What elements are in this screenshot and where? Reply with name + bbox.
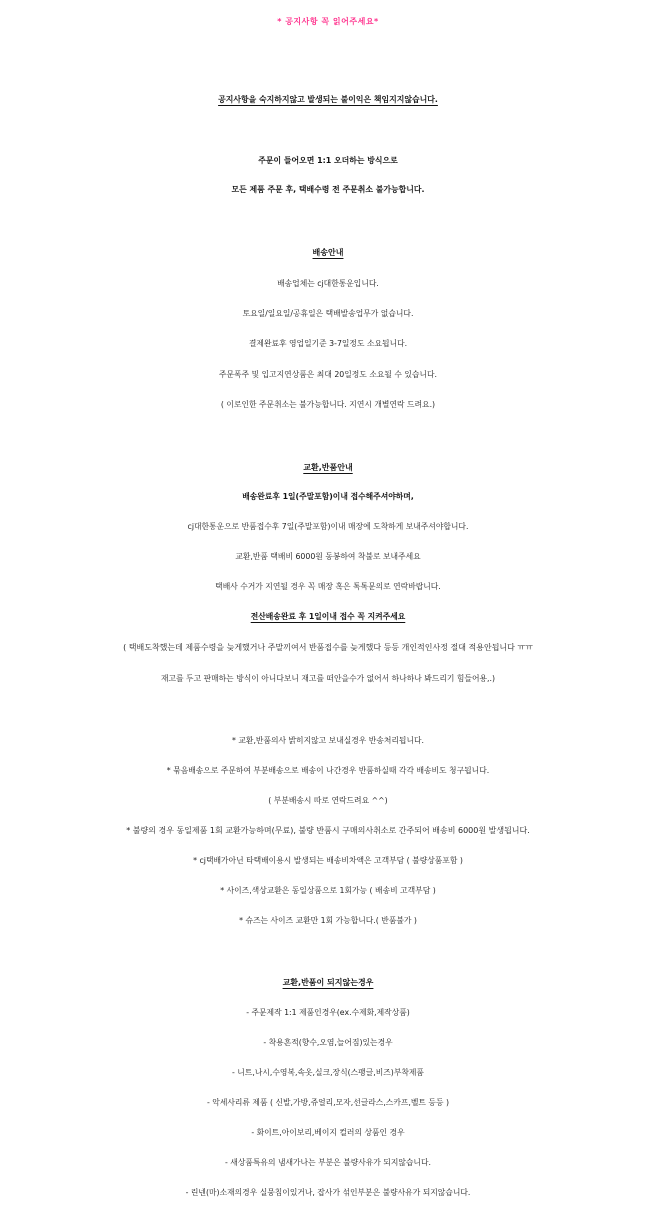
rule-item: * 사이즈,색상교환은 동일상품으로 1회가능 ( 배송비 고객부담 ) — [220, 886, 436, 895]
rule-item: * 슈즈는 사이즈 교환만 1회 가능합니다.( 반품불가 ) — [239, 916, 417, 925]
exchange-deadline: 배송완료후 1일(주말포함)이내 접수해주셔야하며, — [242, 492, 414, 501]
rule-item: * cj택배가아닌 타택배이용시 발생되는 배송비차액은 고객부담 ( 불량상품포함 ) — [193, 856, 463, 865]
exchange-emphasis: 전산배송완료 후 1일이내 접수 꼭 지켜주세요 — [250, 612, 406, 621]
shipping-line: ( 이로인한 주문취소는 불가능합니다. 지연시 개별연락 드려요.) — [220, 400, 436, 409]
exchange-heading: 교환,반품안내 — [303, 463, 353, 472]
no-return-item: - 새상품특유의 냄새가나는 부분은 불량사유가 되지않습니다. — [225, 1158, 431, 1167]
rule-item: * 불량의 경우 동일제품 1회 교환가능하며(무료), 불량 반품시 구매의사취소로 간주되어 배송비 6000원 발생됩니다. — [126, 826, 530, 835]
order-info-line-2: 모든 제품 주문 후, 택배수령 전 주문취소 불가능합니다. — [231, 185, 425, 194]
no-return-item: - 린넨(마)소재의경우 실뭉침이있거나, 잡사가 섞인부분은 불량사유가 되지않습니다. — [185, 1188, 471, 1197]
shipping-line: 주문폭주 및 입고지연상품은 최대 20일정도 소요될 수 있습니다. — [218, 370, 438, 379]
exchange-line: 교환,반품 택배비 6000원 동봉하여 착불로 보내주세요 — [235, 552, 421, 561]
shipping-line: 결제완료후 영업일기준 3-7일정도 소요됩니다. — [248, 339, 408, 348]
exchange-note: ( 택배도착했는데 제품수령을 늦게했거나 주말끼여서 반품접수를 늦게했다 등등 개인적인사정 절대 적용안됩니다 ㅠㅠ — [123, 643, 533, 652]
page-title: * 공지사항 꼭 읽어주세요* — [277, 17, 379, 26]
rule-item: * 교환,반품의사 밝히지않고 보내실경우 반송처리됩니다. — [232, 736, 424, 745]
no-return-item: - 화이트,아이보리,베이지 컬러의 상품인 경우 — [251, 1128, 405, 1137]
no-return-item: - 니트,나시,수영복,속옷,실크,장식(스팽글,비즈)부착제품 — [232, 1068, 424, 1077]
exchange-line: cj대한통운으로 반품접수후 7일(주말포함)이내 매장에 도착하게 보내주셔야합니다. — [187, 522, 469, 531]
shipping-heading: 배송안내 — [312, 248, 344, 257]
shipping-line: 배송업체는 cj대한통운입니다. — [277, 279, 379, 288]
rule-item: * 묶음배송으로 주문하여 부분배송으로 배송이 나간경우 반품하실때 각각 배송비도 청구됩니다. — [166, 766, 490, 775]
exchange-line: 택배사 수거가 지연될 경우 꼭 매장 혹은 톡톡문의로 연락바랍니다. — [215, 582, 441, 591]
rule-item: ( 부분배송시 따로 연락드려요 ^^) — [268, 796, 388, 805]
disclaimer-notice: 공지사항을 숙지하지않고 발생되는 불이익은 책임지지않습니다. — [218, 95, 438, 104]
no-return-item: - 악세사리류 제품 ( 신발,가방,쥬얼리,모자,선글라스,스카프,벨트 등등 ) — [207, 1098, 449, 1107]
no-return-item: - 주문제작 1:1 제품인경우(ex.수제화,제작상품) — [246, 1008, 410, 1017]
shipping-line: 토요일/일요일/공휴일은 택배발송업무가 없습니다. — [242, 309, 414, 318]
no-return-heading: 교환,반품이 되지않는경우 — [282, 978, 374, 987]
order-info-line-1: 주문이 들어오면 1:1 오더하는 방식으로 — [258, 156, 398, 165]
exchange-note: 재고를 두고 판매하는 방식이 아니다보니 재고를 떠안을수가 없어서 하나하나 봐드리기 힘들어용,.) — [160, 674, 496, 683]
no-return-item: - 착용흔적(향수,오염,늘어짐)있는경우 — [263, 1038, 393, 1047]
